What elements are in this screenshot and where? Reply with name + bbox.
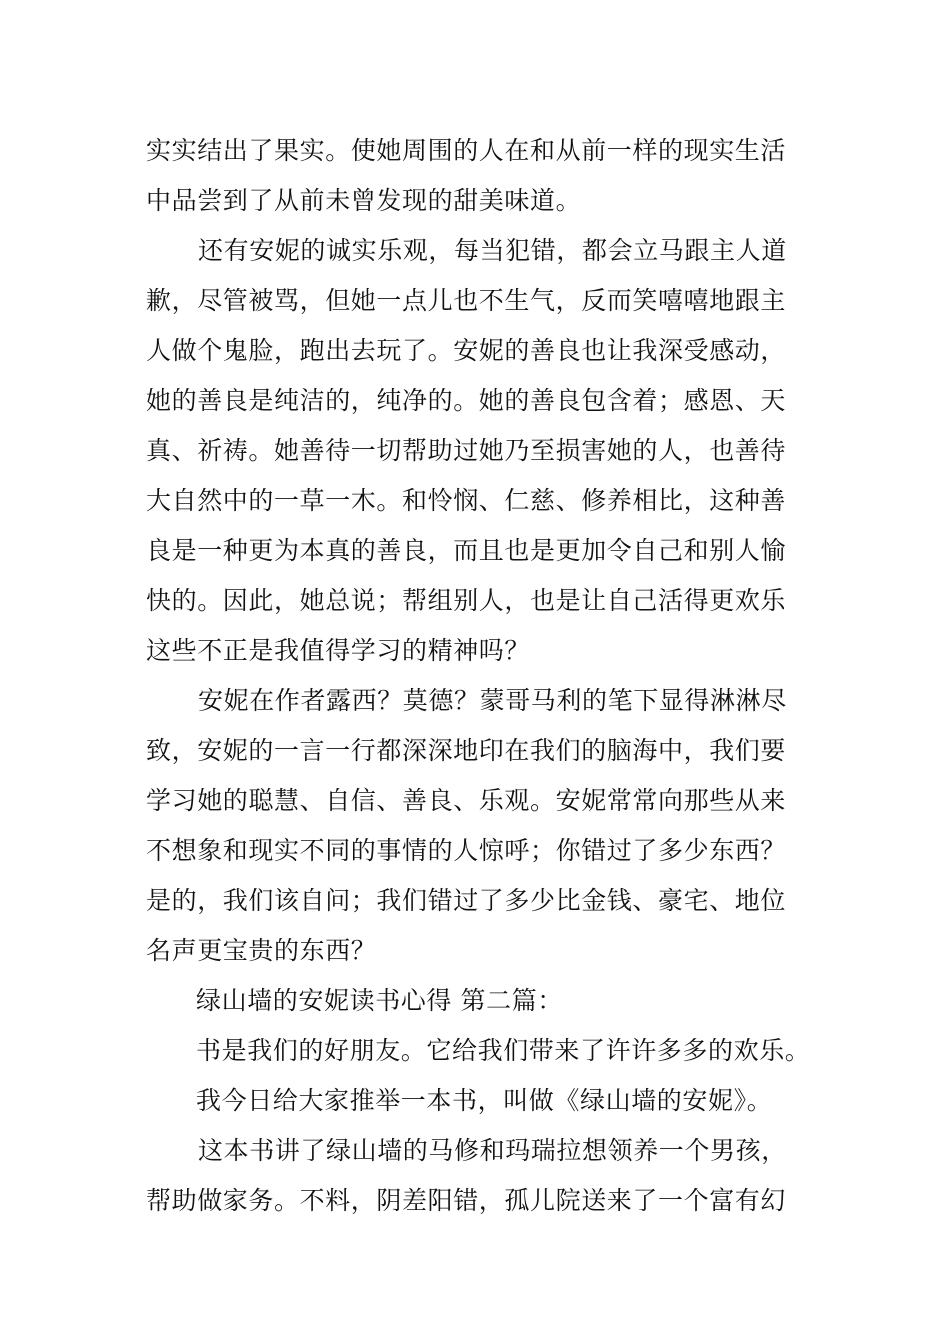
text-line: 中品尝到了从前未曾发现的甜美味道。 [146,186,582,215]
text-line: 快的。因此，她总说；帮组别人，也是让自己活得更欢乐 [146,586,787,615]
text-line: 良是一种更为本真的善良，而且也是更加令自己和别人愉 [146,536,787,565]
paragraph-first-line: 书是我们的好朋友。它给我们带来了许许多多的欢乐。 [196,1036,811,1065]
text-line: 人做个鬼脸，跑出去玩了。安妮的善良也让我深受感动， [146,336,787,365]
text-line: 歉，尽管被骂，但她一点儿也不生气，反而笑嘻嘻地跟主 [146,286,787,315]
text-line: 她的善良是纯洁的，纯净的。她的善良包含着；感恩、天 [146,386,787,415]
text-line: 不想象和现实不同的事情的人惊呼；你错过了多少东西？ [146,836,787,865]
paragraph-first-line: 这本书讲了绿山墙的马修和玛瑞拉想领养一个男孩， [198,1136,787,1165]
text-line: 名声更宝贵的东西？ [146,936,377,965]
paragraph-first-line: 我今日给大家推举一本书，叫做《绿山墙的安妮》。 [196,1086,773,1115]
text-line: 致，安妮的一言一行都深深地印在我们的脑海中，我们要 [146,736,787,765]
text-line: 这些不正是我值得学习的精神吗？ [146,636,531,665]
text-line: 大自然中的一草一木。和怜悯、仁慈、修养相比，这种善 [146,486,787,515]
text-line: 帮助做家务。不料，阴差阳错，孤儿院送来了一个富有幻 [146,1186,787,1215]
document-body [146,126,816,1226]
text-line: 真、祈祷。她善待一切帮助过她乃至损害她的人，也善待 [146,436,787,465]
text-line: 学习她的聪慧、自信、善良、乐观。安妮常常向那些从来 [146,786,787,815]
paragraph-first-line: 还有安妮的诚实乐观，每当犯错，都会立马跟主人道 [198,236,787,265]
text-line: 实实结出了果实。使她周围的人在和从前一样的现实生活 [146,136,787,165]
paragraph-first-line: 安妮在作者露西？莫德？蒙哥马利的笔下显得淋淋尽 [198,686,787,715]
text-line: 是的，我们该自问；我们错过了多少比金钱、豪宅、地位 [146,886,787,915]
section-heading: 绿山墙的安妮读书心得 第二篇： [196,986,563,1015]
